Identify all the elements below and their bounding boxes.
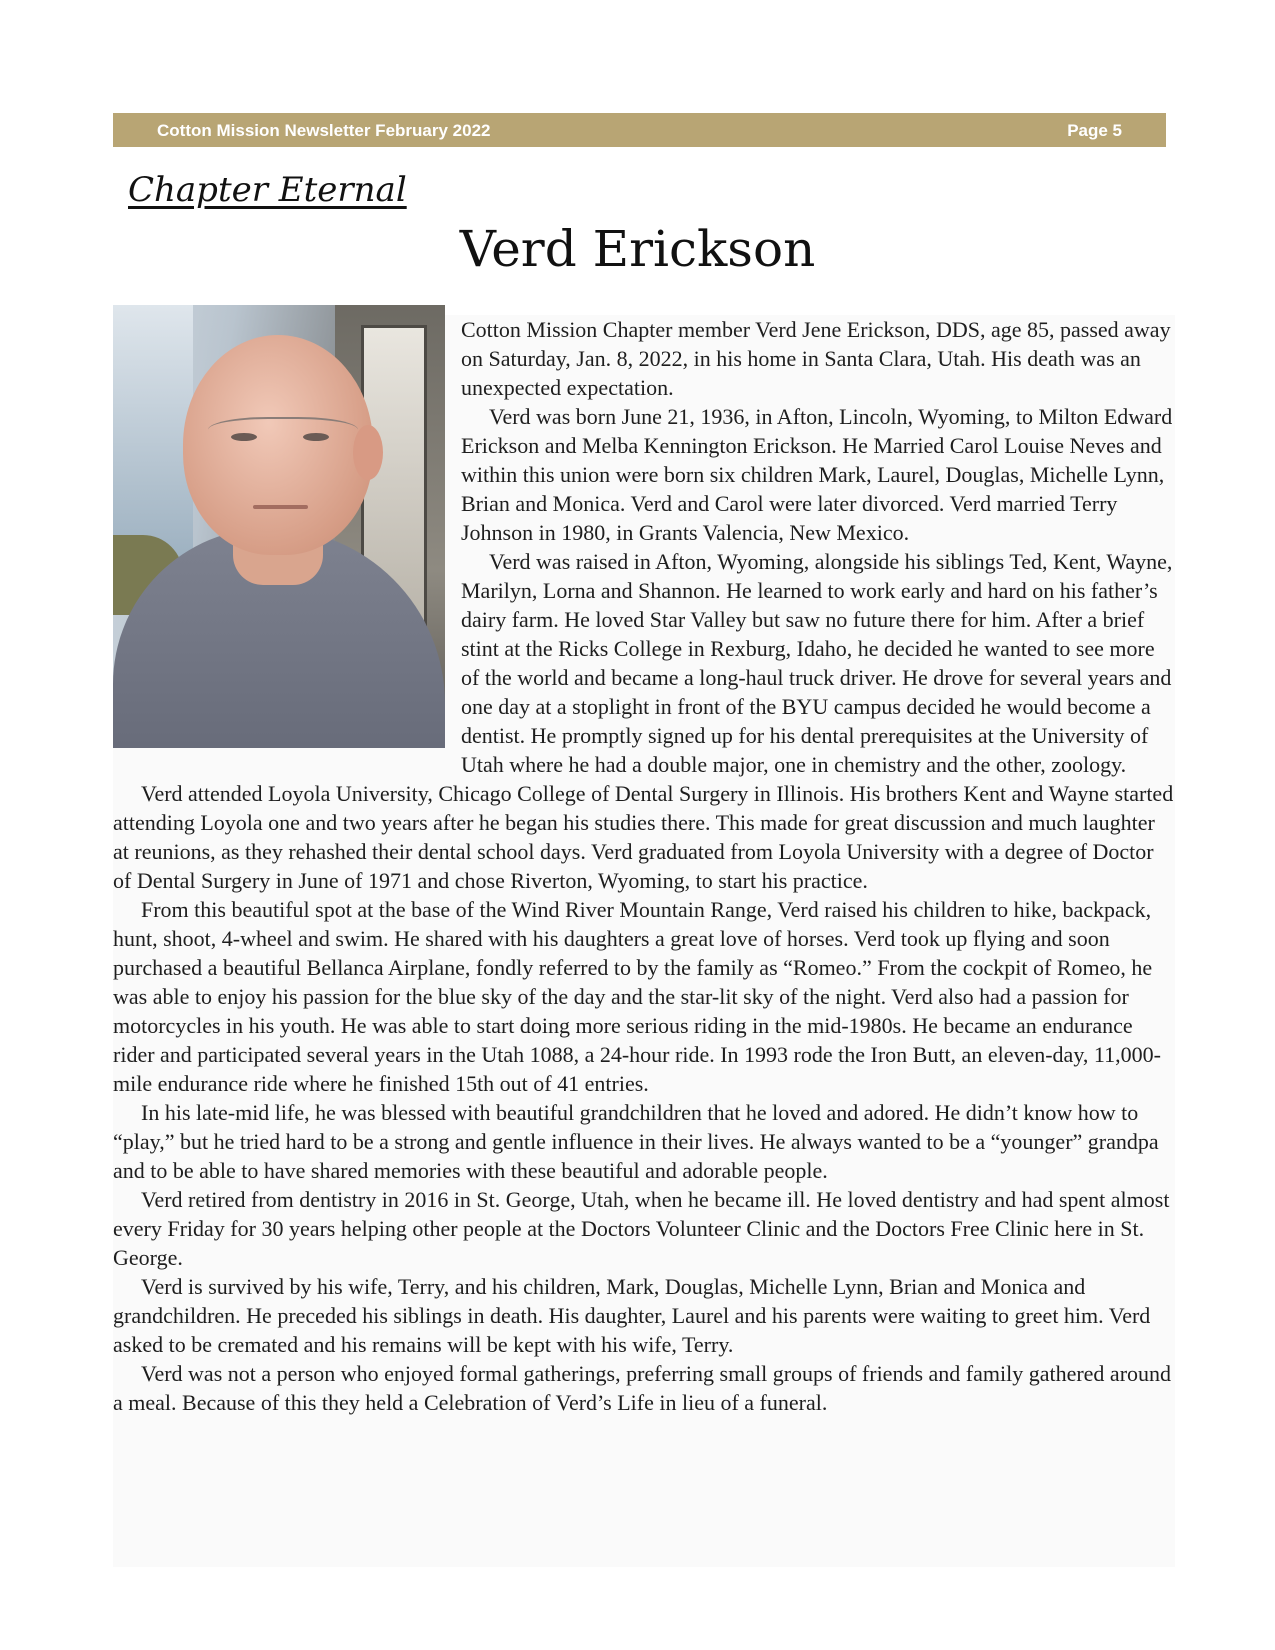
paragraph: Verd retired from dentistry in 2016 in St. George, Utah, when he became ill. He loved dentistry and had spent almost every Friday for 30 years helping other people at the Doctors Volunteer Clinic and the Doctors Free Clinic here in St. George.: [113, 1187, 1170, 1270]
section-title: Chapter Eternal: [128, 170, 407, 210]
obituary-name-heading: Verd Erickson: [459, 220, 816, 278]
paragraph: Verd was not a person who enjoyed formal gatherings, preferring small groups of friends and family gathered around a meal. Because of this they held a Celebration of Verd’s Life in lieu of a funeral.: [113, 1361, 1172, 1415]
paragraph: Verd was raised in Afton, Wyoming, alongside his siblings Ted, Kent, Wayne, Marilyn, Lorna and Shannon. He learned to work early and hard on his father’s dairy farm. He loved Star Valley but saw no future there for him. After a brief stint at the Ricks College in Rexburg, Idaho, he decided he wanted to see more of the world and became a long-haul truck driver. He drove for several years and one day at a stoplight in front of the BYU campus decided he would become a dentist. He promptly signed up for his dental prerequisites at the University of Utah where he had a double major, one in chemistry and the other, zoology.: [461, 549, 1173, 777]
obituary-article: [113, 315, 1175, 1567]
paragraph: From this beautiful spot at the base of the Wind River Mountain Range, Verd raised his children to hike, backpack, hunt, shoot, 4-wheel and swim. He shared with his daughters a great love of horses. Verd took up flying and soon purchased a beautiful Bellanca Airplane, fondly referred to by the family as “Romeo.” From the cockpit of Romeo, he was able to enjoy his passion for the blue sky of the day and the star-lit sky of the night. Verd also had a passion for motorcycles in his youth. He was able to start doing more serious riding in the mid-1980s. He became an endurance rider and participated several years in the Utah 1088, a 24-hour ride. In 1993 rode the Iron Butt, an eleven-day, 11,000-mile endurance ride where he finished 15th out of 41 entries.: [113, 897, 1161, 1096]
paragraph: In his late-mid life, he was blessed with beautiful grandchildren that he loved and adored. He didn’t know how to “play,” but he tried hard to be a strong and gentle influence in their lives. He always wanted to be a “younger” grandpa and to be able to have shared memories with these beautiful and adorable people.: [113, 1100, 1159, 1183]
newsletter-header-bar: [113, 113, 1166, 147]
portrait-photo: [113, 305, 445, 748]
paragraph: Cotton Mission Chapter member Verd Jene Erickson, DDS, age 85, passed away on Saturday, Jan. 8, 2022, in his home in Santa Clara, Utah. His death was an unexpected expectation.: [461, 317, 1171, 400]
paragraph: Verd is survived by his wife, Terry, and his children, Mark, Douglas, Michelle Lynn, Brian and Monica and grandchildren. He preceded his siblings in death. His daughter, Laurel and his parents were waiting to greet him. Verd asked to be cremated and his remains will be kept with his wife, Terry.: [113, 1274, 1151, 1357]
paragraph: Verd was born June 21, 1936, in Afton, Lincoln, Wyoming, to Milton Edward Erickson and Melba Kennington Erickson. He Married Carol Louise Neves and within this union were born six children Mark, Laurel, Douglas, Michelle Lynn, Brian and Monica. Verd and Carol were later divorced. Verd married Terry Johnson in 1980, in Grants Valencia, New Mexico.: [461, 404, 1173, 545]
page-number: Page 5: [1067, 121, 1122, 140]
newsletter-title: Cotton Mission Newsletter February 2022: [157, 121, 491, 140]
paragraph: Verd attended Loyola University, Chicago College of Dental Surgery in Illinois. His brothers Kent and Wayne started attending Loyola one and two years after he began his studies there. This made for great discussion and much laughter at reunions, as they rehashed their dental school days. Verd graduated from Loyola University with a degree of Doctor of Dental Surgery in June of 1971 and chose Riverton, Wyoming, to start his practice.: [113, 781, 1174, 893]
